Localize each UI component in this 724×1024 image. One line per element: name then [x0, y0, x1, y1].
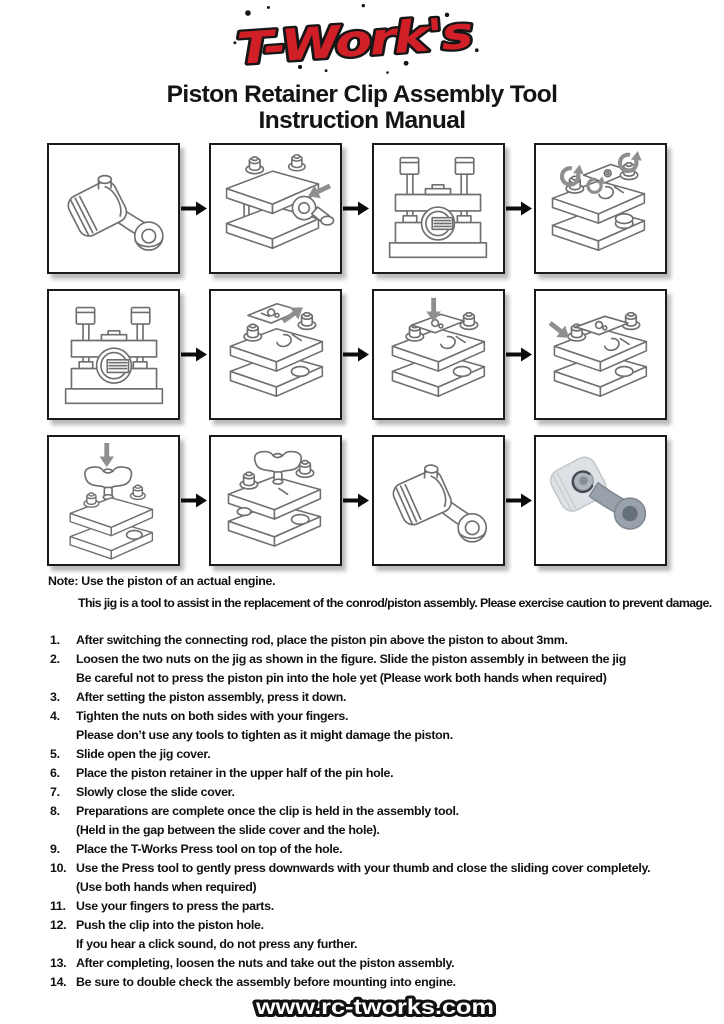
instruction-item: [50, 897, 716, 916]
press-down-arrow-icon: [99, 442, 114, 466]
flow-arrow-icon: [343, 492, 370, 509]
step-text: Place the piston retainer in the upper half of the pin hole.: [76, 766, 394, 780]
step-number: 8.: [50, 804, 60, 818]
instruction-item: [50, 859, 716, 897]
step-text: Place the T-Works Press tool on top of the hole.: [76, 842, 343, 856]
title-line2: Instruction Manual: [258, 107, 466, 134]
flow-arrow-icon: [343, 346, 370, 363]
completed-assembly-illustration: [538, 442, 662, 560]
instruction-item: [50, 631, 716, 650]
instruction-item: [50, 954, 716, 973]
instruction-item: [50, 688, 716, 707]
website-url-bubble: [240, 993, 510, 1021]
page-title: [0, 82, 724, 134]
tighten-nuts-illustration: [538, 150, 662, 268]
figure-box-completed-assembly-with-clip: [534, 435, 667, 566]
instruction-item: [50, 707, 716, 745]
slide-into-jig-illustration: [214, 150, 338, 268]
step-text: After setting the piston assembly, press it down.: [76, 690, 347, 704]
instruction-item: [50, 650, 716, 688]
step-number: 10.: [50, 861, 67, 875]
figure-row-3: [47, 434, 667, 567]
instruction-item: [50, 783, 716, 802]
piston-conrod-illustration: [52, 150, 176, 268]
instruction-item: [50, 916, 716, 954]
step-note: (Use both hands when required): [76, 880, 257, 894]
instruction-item: [50, 745, 716, 764]
place-clip-illustration: [376, 296, 500, 414]
flow-arrow-icon: [506, 492, 533, 509]
figure-box-tighten-thumb-nuts: [534, 143, 667, 274]
logo-text: T-Work's: [235, 10, 429, 75]
note-line1: Note: Use the piston of an actual engine.: [48, 574, 276, 588]
title-line1: Piston Retainer Clip Assembly Tool: [166, 81, 558, 108]
step-text: Tighten the nuts on both sides with your fingers.: [76, 709, 349, 723]
figure-box-piston-assembly-removed: [372, 435, 505, 566]
step-number: 7.: [50, 785, 60, 799]
flow-arrow-icon: [181, 200, 208, 217]
figure-row-1: [47, 142, 667, 275]
step-number: 4.: [50, 709, 60, 723]
flow-arrow-icon: [506, 346, 533, 363]
step-text: Preparations are complete once the clip is held in the assembly tool.: [76, 804, 459, 818]
step-number: 3.: [50, 690, 60, 704]
step-text: After completing, loosen the nuts and take out the piston assembly.: [76, 956, 455, 970]
slide-open-illustration: [214, 296, 338, 414]
jig-front-loose-illustration: [376, 150, 500, 268]
step-note: Please don’t use any tools to tighten as it might damage the piston.: [76, 728, 453, 742]
step-number: 1.: [50, 633, 60, 647]
instruction-item: [50, 973, 716, 992]
step-text: Loosen the two nuts on the jig as shown in the figure. Slide the piston assembly in between the jig: [76, 652, 626, 666]
place-press-tool-illustration: [52, 442, 176, 560]
press-tool-on-jig-illustration: [214, 442, 338, 560]
note-block: [48, 570, 712, 614]
figure-box-slide-open-cover: [209, 289, 342, 420]
figure-box-jig-front-view-piston-pressed: [47, 289, 180, 420]
step-text: After switching the connecting rod, place the piston pin above the piston to about 3mm.: [76, 633, 568, 647]
figure-box-press-tool-on-jig: [209, 435, 342, 566]
flow-arrow-icon: [343, 200, 370, 217]
tworks-logo: [214, 0, 494, 80]
step-number: 6.: [50, 766, 60, 780]
step-number: 9.: [50, 842, 60, 856]
step-text: Slowly close the slide cover.: [76, 785, 235, 799]
flow-arrow-icon: [181, 346, 208, 363]
instruction-item: [50, 840, 716, 859]
step-number: 14.: [50, 975, 67, 989]
step-note: Be careful not to press the piston pin into the hole yet (Please work both hands when required): [76, 671, 607, 685]
step-number: 11.: [50, 899, 66, 913]
figure-box-piston-and-conrod: [47, 143, 180, 274]
figure-row-2: [47, 288, 667, 421]
step-text: Be sure to double check the assembly before mounting into engine.: [76, 975, 456, 989]
footer: [0, 993, 724, 1024]
figure-box-close-slide-cover: [534, 289, 667, 420]
flow-arrow-icon: [181, 492, 208, 509]
instruction-item: [50, 764, 716, 783]
figure-grid: [47, 142, 667, 580]
figure-box-jig-front-view-nuts-loose: [372, 143, 505, 274]
step-number: 13.: [50, 956, 67, 970]
piston-removed-illustration: [376, 442, 500, 560]
figure-box-place-retainer-clip: [372, 289, 505, 420]
jig-front-pressed-illustration: [52, 296, 176, 414]
step-text: Push the clip into the piston hole.: [76, 918, 264, 932]
figure-box-place-press-tool: [47, 435, 180, 566]
step-text: Slide open the jig cover.: [76, 747, 211, 761]
website-url: www.rc-tworks.com: [254, 996, 494, 1019]
step-text: Use the Press tool to gently press downwards with your thumb and close the sliding cover completely.: [76, 861, 651, 875]
figure-box-slide-piston-into-jig: [209, 143, 342, 274]
close-cover-illustration: [538, 296, 662, 414]
instruction-item: [50, 802, 716, 840]
flow-arrow-icon: [506, 200, 533, 217]
step-number: 12.: [50, 918, 67, 932]
step-note: (Held in the gap between the slide cover and the hole).: [76, 823, 380, 837]
note-line2: This jig is a tool to assist in the replacement of the conrod/piston assembly. Please exercise caution to prevent damage.: [78, 596, 712, 610]
step-number: 2.: [50, 652, 60, 666]
header: [0, 0, 724, 85]
step-number: 5.: [50, 747, 60, 761]
instruction-list: [50, 631, 716, 992]
step-text: Use your fingers to press the parts.: [76, 899, 274, 913]
step-note: If you hear a click sound, do not press any further.: [76, 937, 358, 951]
